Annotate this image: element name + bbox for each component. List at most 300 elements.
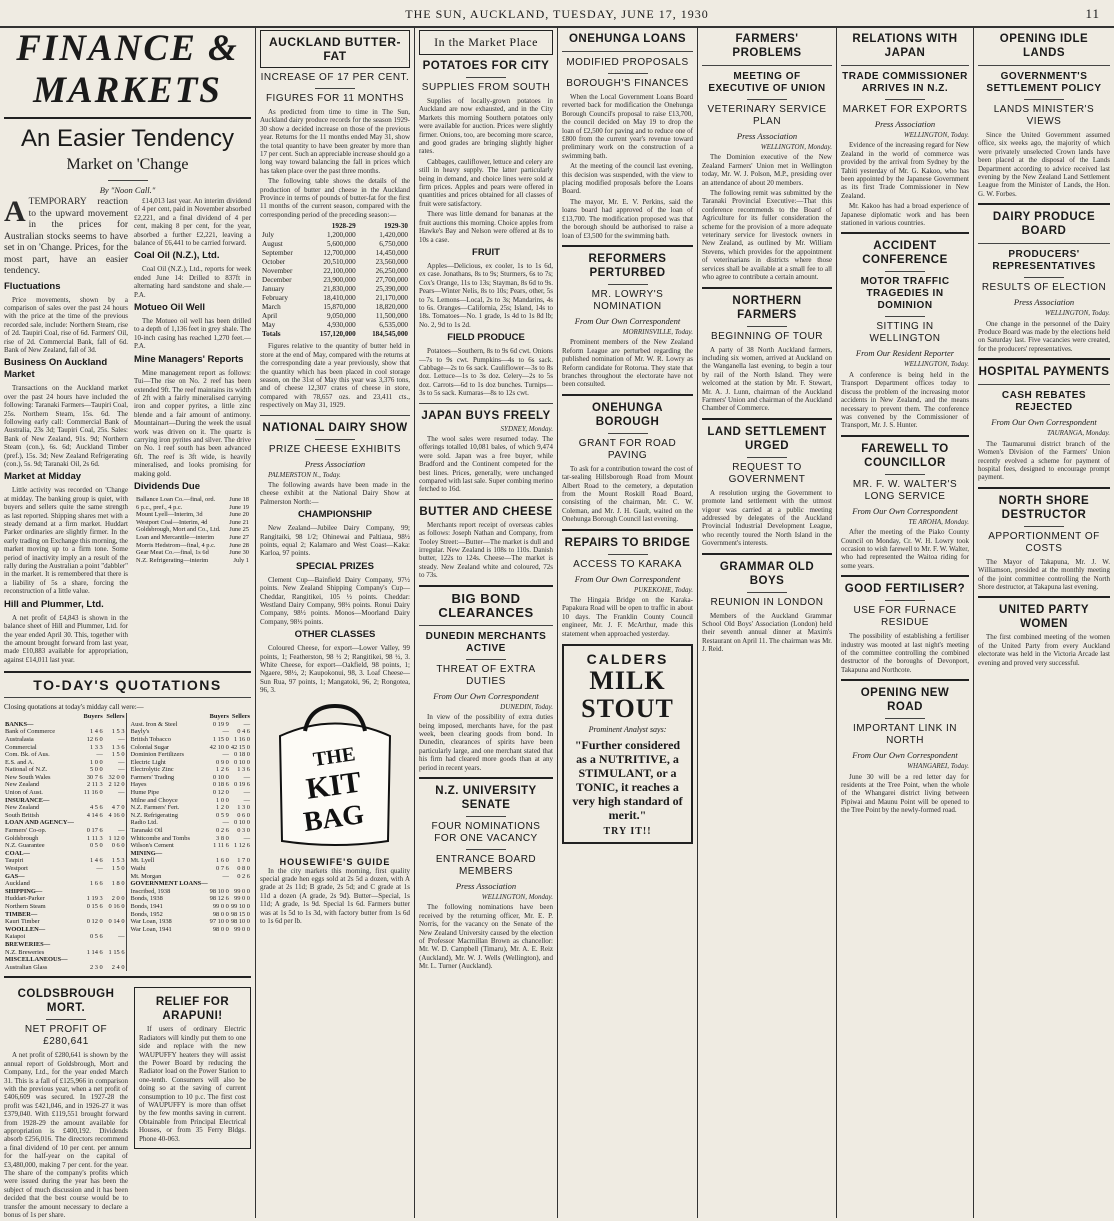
onehunga-loans-sub1: MODIFIED PROPOSALS (566, 57, 689, 68)
quote-row (4, 781, 126, 789)
row-value: 0 2 6 (237, 872, 250, 880)
dividend-row (134, 557, 251, 565)
section-hill-plummer: Hill and Plummer, Ltd. (4, 598, 104, 610)
row-label: Milne and Choyce (130, 796, 178, 804)
section-coal-oil: Coal Oil (N.Z.), Ltd. (134, 250, 220, 262)
onehunga-borough-text: To ask for a contribution toward the cost of tar-sealing Hillsborough Road from Mount Albert Road to the cemetery, a deputation from the Mount Roskill Road Board, consisting of the chairman, Mr. C. W. Coleman, and Mr. J. H. Gault, waited on the Onehunga Borough Council last evening. (562, 464, 693, 524)
row-value: 0 5 6 (89, 933, 103, 941)
hospital-dateline: TAURANGA, Monday. (1046, 429, 1110, 438)
reformers-byline: From Our Own Correspondent (574, 315, 681, 326)
japan-relations-sub1: TRADE COMMISSIONER ARRIVES IN N.Z. (842, 71, 968, 94)
quote-row (4, 964, 126, 972)
farmers-column (698, 28, 836, 1218)
bond-subhead-2: THREAT OF EXTRA DUTIES (436, 663, 536, 687)
row-value: — (118, 933, 125, 941)
row-label: N.Z. Refrigerating (130, 811, 178, 819)
quotations-left (4, 713, 126, 971)
row-value: 21,830,000 (323, 285, 356, 294)
butterfat-row (260, 240, 410, 249)
grammar-text: Members of the Auckland Grammar School Old Boys' Association (London) held their seventh annual dinner at Maxim's Restaurant on April 11. The chairman was Mr. J. Reid. (702, 611, 832, 654)
accident-headline: ACCIDENT CONFERENCE (862, 240, 948, 267)
onehunga-loans-headline: ONEHUNGA LOANS (568, 33, 687, 45)
advert-try: TRY IT!! (603, 826, 652, 838)
new-road-text: June 30 will be a red letter day for residents at the Tree Point, when the whole of the Whangarei district living between Pipiwai and Maunu Point will be opened to the Tree Point by the newly-formed road. (841, 772, 969, 815)
japan-relations-sub2: MARKET FOR EXPORTS (842, 104, 968, 115)
market-place-column (415, 28, 557, 1218)
section-motueo: Motueo Oil Well (134, 302, 206, 314)
fertiliser-text: The possibility of establishing a fertiliser industry was mooted at last night's meeting of the committee controlling the combined destructor of the boroughs of Devonport, Takapuna and Northcote. (841, 632, 969, 674)
row-value: 1 4 6 (89, 857, 103, 865)
quote-row (4, 721, 126, 729)
row-value: 98 12 6 (209, 895, 229, 903)
banner-rule (4, 117, 251, 119)
row-label: Loan and Mercantile—interim (136, 533, 215, 541)
show-dateline: PALMERSTON N., Today. (268, 470, 341, 479)
onehunga-loans-text-2: At the meeting of the council last evening, this decision was suspended, with the view to placing modified proposals before the Loans Board. (562, 162, 693, 196)
show-other-classes: OTHER CLASSES (294, 629, 376, 641)
row-value: 4 16 0 (108, 811, 125, 819)
row-value: 18,820,000 (375, 303, 408, 312)
row-label: N.Z. Farmers' Fert. (130, 804, 180, 812)
quote-row (4, 797, 126, 805)
row-label: SHIPPING— (5, 887, 43, 895)
row-label: Kaiapoi (5, 933, 26, 941)
stat-head-1929: 1929-30 (384, 222, 408, 231)
quote-row (4, 880, 126, 888)
show-text-4: Coloured Cheese, for export—Lower Valley, 99 points, 1; Featherston, 98 ½ 2; Rangitikei, 98 ½, 3. White Cheese, for export—Oakfield, 98 points, 1; Ngaere, 98½, 2; Kaupokonui, 98, 3. Loaf Cheese—Sun Rua, 97 points, 1; Mangatoki, 96, 2; Rongotea, 96, 3. (260, 644, 410, 695)
dividend-row (134, 504, 251, 512)
butterfat-row (260, 231, 410, 240)
show-special-prizes: SPECIAL PRIZES (296, 560, 374, 572)
land-settlement-text: A resolution urging the Government to promote land settlement with the utmost vigour was carried at a public meeting addressed by delegates of the Auckland Provincial Industrial Development League, who recently toured the North Island in the Government's interests. (702, 488, 832, 548)
row-label: Taupiri (5, 857, 24, 865)
quote-row (4, 819, 126, 827)
row-label: August (262, 240, 283, 249)
quote-row (4, 804, 126, 812)
row-value: 0 12 0 (86, 918, 103, 926)
row-value: 14,450,000 (375, 249, 408, 258)
row-label: September (262, 249, 293, 258)
quote-row (4, 812, 126, 820)
row-label: MINING— (130, 849, 163, 857)
row-value: 0 7 6 (216, 865, 229, 872)
quote-row (4, 850, 126, 858)
coldsbrough-subhead: NET PROFIT OF £280,641 (24, 1024, 108, 1048)
row-value: 1 3 3 (89, 743, 103, 751)
row-value: 1 2 6 (216, 766, 229, 774)
quote-row (4, 949, 126, 957)
accident-sub1: MOTOR TRAFFIC TRAGEDIES IN DOMINION (860, 276, 950, 312)
quote-row (130, 873, 251, 881)
row-label: Australian Glass (5, 963, 48, 971)
row-value: 2 0 0 (111, 895, 125, 903)
row-value: 1 3 6 (237, 766, 250, 774)
row-label: National of N.Z. (5, 766, 48, 774)
row-value: 1 0 0 (89, 758, 103, 766)
reformers-subhead: MR. LOWRY'S NOMINATION (591, 288, 664, 312)
row-value: 98 10 0 (209, 887, 229, 895)
quote-row (4, 903, 126, 911)
farmers-sub1: MEETING OF EXECUTIVE OF UNION (708, 71, 826, 94)
svg-text:BAG: BAG (301, 798, 367, 838)
row-label: BREWERIES— (5, 940, 51, 948)
row-label: Taranaki Oil (130, 827, 163, 835)
university-dateline: WELLINGTON, Monday. (481, 892, 553, 901)
row-value: 1,420,000 (379, 231, 408, 240)
row-value: — (118, 827, 125, 835)
quote-row (4, 728, 126, 736)
quote-row (130, 721, 251, 729)
finance-banner: FINANCE & MARKETS (16, 28, 239, 111)
finance-subhead: Market on 'Change (66, 156, 189, 173)
row-label: October (262, 258, 286, 267)
row-value: 2 11 3 (86, 781, 103, 789)
row-value: 23,900,000 (323, 276, 356, 285)
japan-dateline: SYDNEY, Monday. (500, 424, 553, 433)
finance-byline: By "Noon Call." (99, 185, 156, 195)
row-label: Hume Pipe (130, 789, 160, 797)
row-value: — (222, 872, 229, 880)
row-value: 98 15 0 (230, 910, 250, 918)
butterfat-text-3: Figures relative to the quantity of butter held in store at the end of May, compared with the returns at the corresponding date a year previously, show that the quantity which has been placed in cool storage season, on the 31st of May this year was 3,376 tons, and of cheese 12,307 crates of cheese in store, compared with 78,657 ozs. and 23,411 cts., respectively on May 31, 1929. (260, 342, 410, 410)
row-value: 1 8 0 (111, 880, 125, 888)
butterfat-row (260, 249, 410, 258)
row-value: June 20 (229, 511, 249, 519)
quote-row (4, 766, 126, 774)
section-midday: Market at Midday (4, 471, 82, 483)
dividend-text: £14,013 last year. An interim dividend of 4 per cent, paid in November absorbed £2,221, and a final dividend of 4 per cent, making 8 per cent, for the year, absorbed a further £2,221, leaving a balance of £6,441 to be carried forward. (134, 197, 251, 248)
dairy-board-sub1: PRODUCERS' REPRESENTATIVES (992, 249, 1096, 273)
relief-text: If users of ordinary Electric Radiators will kindly put them to one side and replace with the new WAUPUFFY heaters they will assist the Power Board by reducing the Radiator load on the Power Station to one-tenth. Consumers will also be doing so at the saving of current consumption to 10 p.c. The first cost of WAUPUFFY is more than offset by the few months saving in current. Obtainable from Principal Electrical Houses, or from 35 Ferry Bldgs. Phone 40-063. (139, 1025, 246, 1143)
farewell-byline: From Our Own Correspondent (852, 505, 958, 516)
quotes-head-sellers: Sellers (106, 713, 125, 721)
new-road-byline: From Our Own Correspondent (852, 750, 958, 761)
row-value: 11 16 0 (83, 789, 103, 797)
fruit-heading: FRUIT (472, 246, 500, 258)
row-value: 1 4 6 (89, 728, 103, 736)
row-value: 42 10 0 (209, 743, 229, 751)
destructor-headline: NORTH SHORE DESTRUCTOR (998, 494, 1090, 521)
quote-row (130, 789, 251, 797)
show-subhead: PRIZE CHEESE EXHIBITS (268, 443, 402, 455)
row-label: Northern Steam (5, 902, 46, 910)
row-value: 6,750,000 (379, 240, 408, 249)
row-value: 1 19 3 (86, 895, 103, 903)
row-value: 5,600,000 (326, 240, 356, 249)
united-party-headline: UNITED PARTY WOMEN (998, 604, 1090, 631)
row-label: Wilson's Cement (130, 842, 174, 850)
row-value: — (243, 789, 250, 797)
butterfat-sub1: INCREASE OF 17 PER CENT. (260, 72, 410, 83)
farmers-sub2: VETERINARY SERVICE PLAN (707, 104, 827, 127)
northern-farmers-text: A party of 38 North Auckland farmers, including six women, arrived at Auckland on the Wanganella last evening, to begin a tour by rail of the North Island. They were welcomed at the station by Mr. F. Stewart, Mr. A. J. Lunn, chairman of the Auckland Farmers' Union and chairman of the Auckland Chamber of Commerce. (702, 345, 832, 413)
row-value: — (118, 789, 125, 797)
butterfat-row (260, 285, 410, 294)
row-value: 0 10 0 (234, 819, 250, 827)
row-value: 32 0 0 (108, 773, 125, 781)
japan-relations-byline: Press Association (874, 119, 936, 129)
row-value: 1 6 0 (216, 857, 229, 865)
quote-row (4, 956, 126, 964)
farewell-text: After the meeting of the Piako County Council on Monday, Cr. W. H. Lowry took occasion to wish farewell to Mr. F. W. Walter, who had represented the Waitoa riding for some years. (841, 528, 969, 570)
grammar-headline: GRAMMAR OLD BOYS (719, 560, 815, 587)
land-settlement-headline: LAND SETTLEMENT URGED (707, 425, 827, 452)
row-label: Electric Light (130, 758, 166, 766)
row-value: 20,510,000 (323, 258, 356, 267)
row-value: 15,870,000 (323, 303, 356, 312)
butterfat-row (260, 312, 410, 321)
quote-row (130, 766, 251, 774)
university-subhead-1: FOUR NOMINATIONS FOR ONE VACANCY (431, 820, 541, 844)
butter-cheese-headline: BUTTER AND CHEESE (419, 505, 553, 518)
show-text-3: Clement Cup—Bainfield Dairy Company, 97½ points. New Zealand Shipping Company's Cup—Cheddar, Rangitikei, 105 ½ points. Cheddar: Westland Dairy Company, 98½ points. Ronui Dairy Company, 98½ points. Monos—Moorland Dairy Company, 98½ points. (260, 575, 410, 626)
mine-managers-text: Mine management report as follows: Tui—The rise on No. 2 reef has been extended 9ft. The reef maintains its width of 2ft with a fairly mineralised carrying iron and copper pyrites, a little zinc blende and a fair amount of antimony. Mountainart—During the week the usual work was driven on it. The quartz is carrying iron pyrites and silver. The drive on No. 1 reef south has been advanced 6ft. The reef is 3ft wide, is heavily mineralised, and looks promising for making gold. (134, 368, 251, 478)
destructor-text: The Mayor of Takapuna, Mr. J. W. Williamson, presided at the monthly meeting of the joint committee controlling the North Shore destructor, at Takapuna last evening. (978, 557, 1110, 591)
row-value (230, 850, 251, 858)
bond-text: In view of the possibility of extra duties being imposed, merchants have, for the past week, been clearing goods from bond. In Dunedin, clearances of spirits have been particularly large, and one merchant stated that his firm had cleared more goods than at any period in recent years. (419, 713, 553, 772)
quote-row (130, 804, 251, 812)
row-label: Bonds, 1938 (130, 895, 163, 903)
row-value: 0 12 0 (212, 789, 229, 797)
row-value (81, 850, 104, 858)
row-value: 1 5 0 (111, 751, 125, 759)
quote-row (4, 888, 126, 896)
row-value (209, 850, 230, 858)
row-value (104, 888, 126, 896)
row-value: — (222, 819, 229, 827)
row-value: July 1 (233, 556, 249, 564)
calders-advert (562, 644, 693, 844)
row-value: — (118, 758, 125, 766)
row-label: Dominion Fertilizers (130, 751, 184, 759)
row-value: 0 5 0 (89, 842, 103, 850)
japan-relations-text-2: Mr. Kakoo has had a broad experience of Japanese diplomatic work and has been stationed in various countries. (841, 202, 969, 228)
row-label: LOAN AND AGENCY— (5, 819, 74, 827)
quote-row (130, 880, 251, 888)
row-value: 1 3 0 (237, 804, 250, 812)
lands-column (974, 28, 1114, 1218)
dairy-column (256, 28, 414, 1218)
potatoes-text-1: Supplies of locally-grown potatoes in Auckland are now exhausted, and in the City Markets this morning Southern potatoes only were available for auction. Prices were slightly firmer. Onions, too, are becoming more scarce, and good grades are bringing slightly higher rates. (419, 97, 553, 156)
idle-lands-sub2: LANDS MINISTER'S VIEWS (993, 104, 1095, 127)
row-value: 1 5 0 (111, 865, 125, 872)
row-value: — (222, 751, 229, 759)
relief-advert (134, 983, 251, 1218)
hill-plummer-text: A net profit of £4,843 is shown in the balance sheet of Hill and Plummer, Ltd. for the year ended April 30. This, together with the amount brought forward from last year, made £10,883 available for appropriation, against £14,011 last year. (4, 613, 128, 664)
quote-row (130, 744, 251, 752)
dropcap: A (4, 195, 26, 228)
midday-text: Little activity was recorded on 'Change at midday. The banking group is quiet, with buyers and sellers quite the same strength as last reported. Shipping shares met with a steady demand at a firm market. Huddart Parker ordinaries are slightly firmer. In the early trading on Exchange this morning, the market moving up to a firm tone. Some period of inactivity imply an a result of the rally during the Australian a point "dabbler" in the market. It is remembered that there is a liability of 5s a share, forcing the reconstruction of a little value. (4, 486, 128, 596)
row-value: 1 7 0 (237, 857, 250, 865)
row-value: 0 10 0 (212, 773, 229, 781)
quote-row (4, 835, 126, 843)
row-label: Hayes (130, 781, 147, 789)
quote-row (4, 774, 126, 782)
row-label: March (262, 303, 281, 312)
farewell-headline: FAREWELL TO COUNCILLOR (861, 442, 949, 469)
onehunga-borough-subhead: GRANT FOR ROAD PAVING (578, 437, 677, 461)
butterfat-row (260, 276, 410, 285)
row-value: June 19 (229, 503, 249, 511)
new-road-headline: OPENING NEW ROAD (860, 687, 950, 714)
row-label: Radio Ltd. (130, 819, 158, 827)
row-label: Morris Hedstrom—final, 4 p.c. (136, 541, 216, 549)
row-label: Farmers' Trading (130, 773, 175, 781)
farmers-byline: Press Association (736, 131, 798, 141)
row-value: June 30 (229, 549, 249, 557)
finance-subcol-b (134, 197, 251, 666)
bond-dateline: DUNEDIN, Today. (500, 702, 553, 711)
row-value: June 28 (229, 541, 249, 549)
row-value (104, 819, 126, 827)
row-label: Bonds, 1952 (130, 910, 163, 918)
quote-row (130, 781, 251, 789)
destructor-subhead: APPORTIONMENT OF COSTS (988, 530, 1100, 554)
row-value (104, 926, 126, 934)
row-value (81, 797, 104, 805)
advert-brand: CALDERS (586, 651, 669, 668)
row-value (230, 880, 251, 888)
quote-row (130, 774, 251, 782)
quote-row (4, 736, 126, 744)
row-value: 26,250,000 (375, 267, 408, 276)
kit-bag-illustration (260, 701, 410, 851)
quotations-note: Closing quotations at today's midday call were:— (4, 703, 144, 712)
butterfat-row (260, 303, 410, 312)
row-label: Waihi (130, 865, 146, 872)
quote-row (130, 736, 251, 744)
row-label: Bank of Commerce (5, 728, 56, 736)
row-value (81, 721, 104, 729)
row-value: 97 10 0 (209, 918, 229, 926)
quote-row (130, 850, 251, 858)
row-label: Gear Meat Co.—final, 1s 6d (136, 549, 209, 557)
row-label: TIMBER— (5, 910, 38, 918)
quote-row (130, 728, 251, 736)
row-label: Goldsbrough (5, 834, 39, 842)
potatoes-headline: POTATOES FOR CITY (422, 60, 550, 72)
finance-subcol-a (4, 197, 128, 666)
onehunga-loans-text-3: The mayor, Mr. E. V. Perkins, said the loans board had approved of the loan of £13,700. The modification proposed was that the borough should be authorised to raise a loan of £3,500 for the swimming bath. (562, 197, 693, 240)
coldsbrough-article (4, 983, 128, 1218)
idle-lands-headline: OPENING IDLE LANDS (999, 33, 1089, 59)
quote-row (4, 918, 126, 926)
row-value: 0 6 0 (237, 811, 250, 819)
row-label: New Zealand (5, 804, 40, 812)
row-value: 23,560,000 (375, 258, 408, 267)
hospital-byline: From Our Own Correspondent (991, 417, 1097, 428)
row-label: January (262, 285, 285, 294)
northern-farmers-subhead: BEGINNING OF TOUR (710, 330, 824, 342)
row-value (81, 941, 104, 949)
hospital-text: The Taumarunui district branch of the Women's Division of the Farmers' Union recently evolved a scheme for payment of hospital fees, designed to encourage prompt payment. (978, 439, 1110, 482)
northern-farmers-headline: NORTHERN FARMERS (732, 294, 802, 321)
row-label: Com. Bk. of Aus. (5, 751, 50, 759)
row-label: South British (5, 811, 39, 819)
row-label: War Loan, 1941 (130, 925, 172, 933)
row-label: Colonial Sugar (130, 743, 170, 751)
farewell-dateline: TE AROHA, Monday. (908, 517, 969, 526)
dividend-row (134, 511, 251, 519)
quote-row (4, 789, 126, 797)
relief-headline: RELIEF FOR ARAPUNI! (155, 996, 230, 1023)
repairs-dateline: PUKEKOHE, Today. (633, 585, 693, 594)
row-label: Bonds, 1941 (130, 902, 163, 910)
dairy-board-dateline: WELLINGTON, Today. (1044, 309, 1110, 318)
row-label: Electrolytic Zinc (130, 766, 174, 774)
stat-head-1928: 1928-29 (331, 222, 356, 231)
row-value: 1 5 3 (111, 857, 125, 865)
reformers-text: Prominent members of the New Zealand Reform League are perturbed regarding the published nomination of Mr. W. R. Lowry as Reform candidate for Rotorua. They state that branches throughout the electorate have not been consulted. (562, 338, 693, 389)
row-value: 5 0 0 (89, 766, 103, 774)
row-value: 99 0 0 (234, 887, 250, 895)
row-label: GOVERNMENT LOANS— (130, 880, 208, 888)
section-fluctuations: Fluctuations (4, 280, 61, 292)
quote-row (130, 926, 251, 934)
row-value: 4,930,000 (326, 321, 356, 330)
bond-headline: BIG BOND CLEARANCES (438, 590, 534, 620)
new-road-subhead: IMPORTANT LINK IN NORTH (852, 723, 958, 747)
page-number: 11 (1085, 6, 1100, 21)
butterfat-sub2: FIGURES FOR 11 MONTHS (265, 93, 405, 104)
quote-row (130, 835, 251, 843)
row-value: — (243, 720, 250, 728)
idle-lands-sub1: GOVERNMENT'S SETTLEMENT POLICY (986, 71, 1102, 94)
new-road-dateline: WHANGAREI, Today. (907, 762, 969, 771)
dairy-board-sub2: RESULTS OF ELECTION (981, 282, 1107, 294)
coal-oil-text: Coal Oil (N.Z.), Ltd., reports for week ended June 14: Drilled to 837ft in alternating hard sandstone and shale.—P.A. (134, 265, 251, 299)
quote-row (130, 842, 251, 850)
row-value: 0 18 6 (212, 781, 229, 789)
row-label: Aust. Iron & Steel (130, 720, 178, 728)
row-value: 0 5 9 (216, 811, 229, 819)
row-value: 42 15 0 (230, 743, 250, 751)
row-value: 12 6 0 (86, 735, 103, 743)
row-value: 3 8 0 (216, 834, 229, 842)
quote-row (130, 911, 251, 919)
quote-row (4, 751, 126, 759)
row-value: — (118, 766, 125, 774)
row-label: Inscribed, 1938 (130, 887, 171, 895)
row-value: 99 10 0 (230, 902, 250, 910)
row-value: 0 3 0 (237, 827, 250, 835)
row-value: 1 11 3 (86, 834, 103, 842)
row-label: War Loan, 1938 (130, 918, 172, 926)
field-produce-heading: FIELD PRODUCE (447, 332, 525, 344)
row-value: 0 6 0 (111, 842, 125, 850)
row-value: 30 7 6 (86, 773, 103, 781)
potatoes-subhead: SUPPLIES FROM SOUTH (421, 82, 551, 93)
row-label: INSURANCE— (5, 796, 50, 804)
row-value: 1 2 0 (216, 804, 229, 812)
row-value: — (243, 834, 250, 842)
japan-text: The wool sales were resumed today. The offerings totalled 10,081 bales, of which 9,474 were sold. Japan was a free buyer, while Bradford and the Continent competed for the best lines. Prices, generally, were unchanged compared with last sale. Super combing merino fetched to 16d. (419, 435, 553, 494)
row-label: Union of Aust. (5, 789, 43, 797)
reformers-dateline: MORRINSVILLE, Today. (622, 327, 693, 336)
accident-dateline: WELLINGTON, Today. (903, 360, 969, 369)
row-value: 11,500,000 (375, 312, 408, 321)
row-value (104, 941, 126, 949)
row-label: April (262, 312, 278, 321)
row-value: June 25 (229, 526, 249, 534)
row-label: MISCELLANEOUS— (5, 956, 68, 964)
quote-row (130, 888, 251, 896)
masthead-title: THE SUN, AUCKLAND, TUESDAY, JUNE 17, 1930 (405, 7, 709, 21)
row-value: 98 0 0 (212, 910, 229, 918)
row-value: 99 0 0 (234, 895, 250, 903)
japan-relations-dateline: WELLINGTON, Today. (903, 131, 969, 139)
quote-row (130, 895, 251, 903)
